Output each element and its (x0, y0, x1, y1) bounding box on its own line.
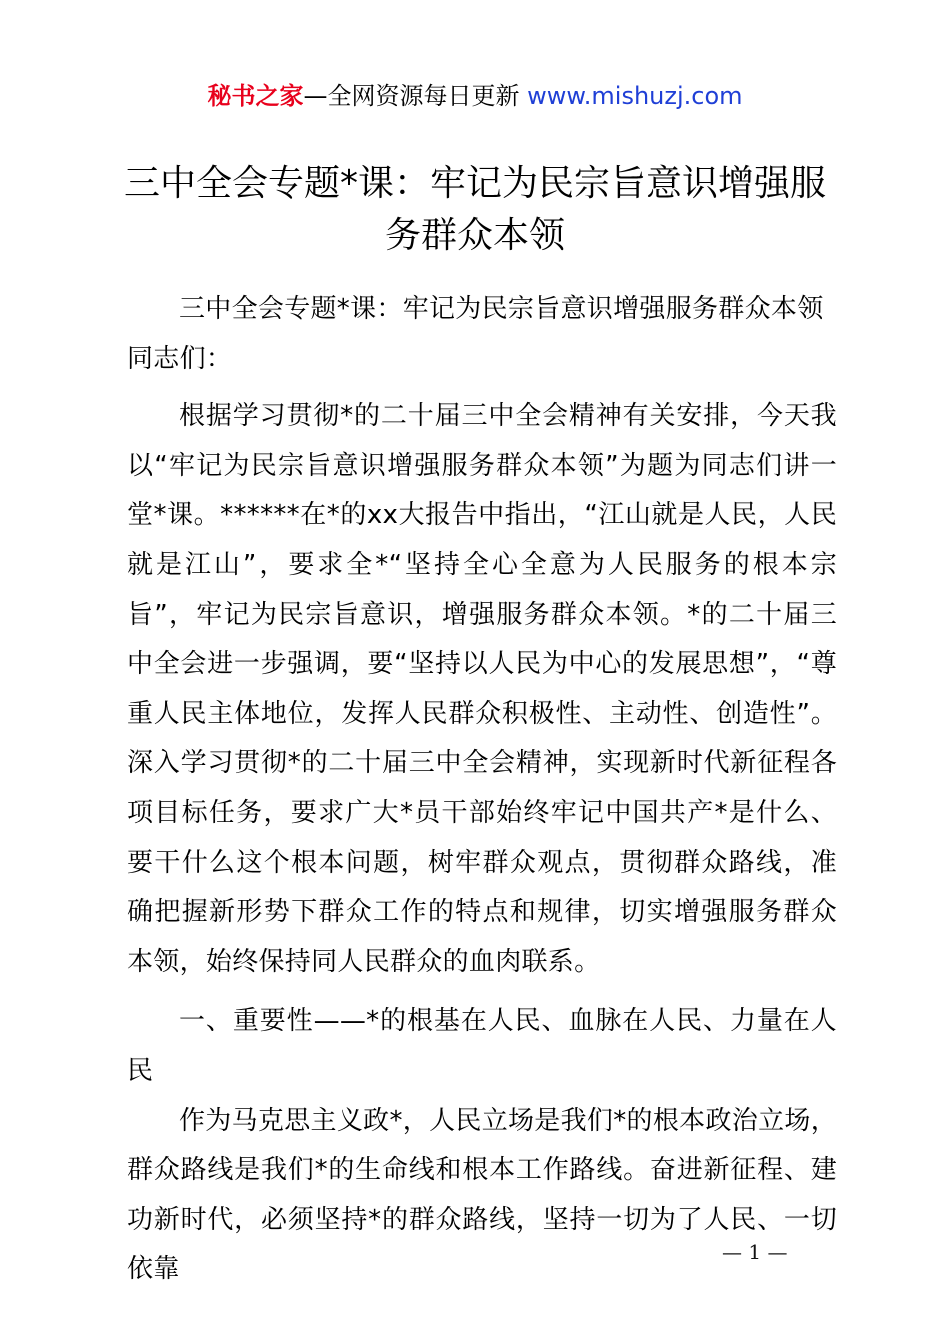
site-header (0, 80, 950, 112)
body-paragraph: 根据学习贯彻*的二十届三中全会精神有关安排，今天我以“牢记为民宗旨意识增强服务群众本领”为题为同志们讲一堂*课。******在*的xx大报告中指出，“江山就是人民，人民就是江山”，要求全*“坚持全心全意为人民服务的根本宗旨”，牢记为民宗旨意识，增强服务群众本领。*的二十届三中全会进一步强调，要“坚持以人民为中心的发展思想”，“尊重人民主体地位，发挥人民群众积极性、主动性、创造性”。深入学习贯彻*的二十届三中全会精神，实现新时代新征程各项目标任务，要求广大*员干部始终牢记中国共产*是什么、要干什么这个根本问题，树牢群众观点，贯彻群众路线，准确把握新形势下群众工作的特点和规律，切实增强服务群众本领，始终保持同人民群众的血肉联系。 (127, 401, 837, 977)
section-paragraph: 作为马克思主义政*，人民立场是我们*的根本政治立场，群众路线是我们*的生命线和根本工作路线。奋进新征程、建功新时代，必须坚持*的群众路线，坚持一切为了人民、一切依靠 (127, 1105, 837, 1285)
page-number: — 1 — (722, 1240, 788, 1264)
salutation: 同志们： (127, 343, 233, 374)
header-tagline: —全网资源每日更新 (303, 82, 520, 110)
document-subtitle: 三中全会专题*课：牢记为民宗旨意识增强服务群众本领 (179, 294, 824, 324)
site-url-link[interactable]: www.mishuzj.com (527, 82, 743, 110)
document-title: 三中全会专题*课：牢记为民宗旨意识增强服务群众本领 (123, 163, 826, 256)
section-heading: 一、重要性——*的根基在人民、血脉在人民、力量在人民 (127, 1006, 837, 1086)
document-body (127, 285, 837, 1295)
brand-name: 秘书之家 (207, 82, 304, 110)
